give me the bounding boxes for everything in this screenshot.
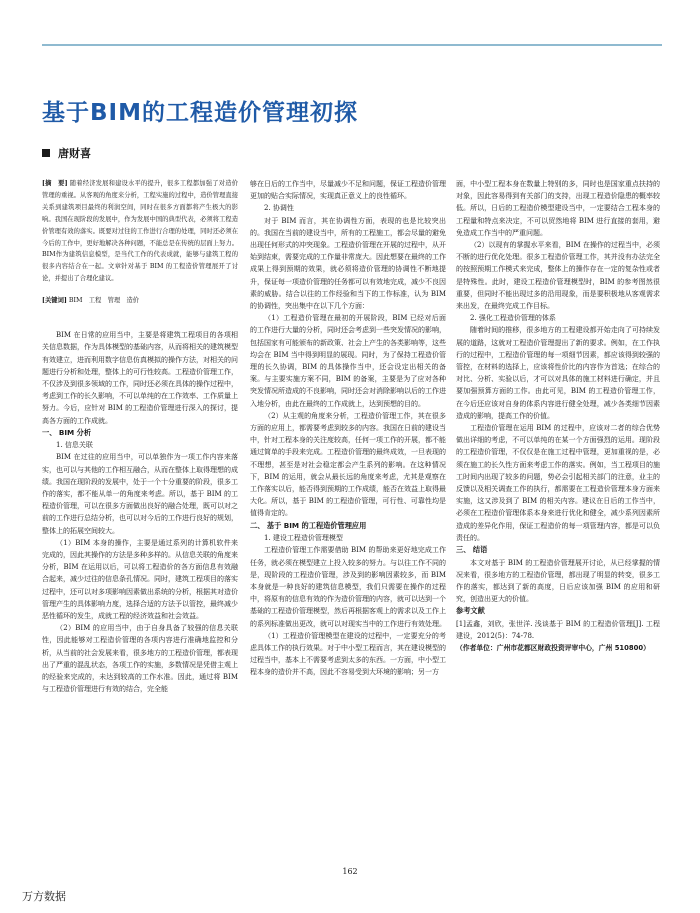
author-affiliation: （作者单位：广州市花都区财政投资评审中心，广州 510800） — [456, 644, 650, 653]
paragraph: BIM 在日常的应用当中，主要是将建筑工程项目的各项相关信息数据，作为具体模型的基础内容，从而将相关的建筑模型有效建立，进而利用数字信息仿真模拟的操作方法，对相关的问题进行分析和处理，整体上的可行性较高。工程造价管理工作，不仅涉及到很多领域的工作，同时还必须在具体的操作过程中，考虑到工作的长久影响，不可以单纯的在工作效率、工作质量上努力。今后，应针对 BIM 的工程造价管理进行深入的探讨，提高各方面的工作成就。 — [42, 331, 238, 425]
paragraph: 面，中小型工程本身在数量上特别的多，同时也是国家重点扶持的对象，因此容易得到有关部门的支持，出现工程造价隐患的概率较低。所以，日后的工程造价模型建设当中，一定要结合工程本身的工程量和特点来决定，不可以贸然地将 BIM 进行直接的套用，避免造成工作当中的严重问题。 — [456, 180, 660, 237]
bullet-square-icon — [42, 149, 50, 157]
column-3 — [456, 178, 660, 654]
paragraph: （2）从主观的角度来分析，工程造价管理工作，其在很多方面的应用上，都需要考虑到较多的内容。我国在日前的建设当中，针对工程本身的关注度较高，任何一项工作的开展，都不能通过简单的手段来完成。工程造价管理的最终成效，一旦表现的不理想，甚至是对社会稳定都会产生系列的影响。在这种情况下，BIM 的运用，就会从最长远的角度来考虑，尤其是观察在工作落实以后，能否得到预期的工作成绩，能否在效益上取得最大化。所以，基于 BIM 的工程造价管理，可行性、可靠性均是值得肯定的。 — [250, 411, 446, 518]
subsection-heading: 2. 强化工程造价管理的体系 — [470, 314, 556, 323]
page-number: 162 — [342, 867, 358, 876]
paragraph: 随着时间的推移，很多地方的工程建设都开始走向了可持续发展的道路，这就对工程造价管理提出了新的要求。例如，在工作执行的过程中，工程造价管理的每一项细节因素，都应该得到较强的管控，在材料的选择上，应该将性价比的内容作为首选；在综合的对比、分析、实验以后，才可以对具体的施工材料进行确定，并且要加强预算方面的工作。由此可见，BIM 的工程造价管理工作，在今后还应该对自身的体系内容进行健全处理，减少各类细节因素造成的影响，提高工作的价值。 — [456, 326, 660, 420]
subsection-heading: 1. 信息关联 — [56, 441, 93, 450]
keywords-text: BIM 工程 管理 造价 — [68, 297, 140, 305]
paragraph: 工程造价管理工作需要借助 BIM 的帮助来更好地完成工作任务，就必须在模型建立上投入较多的努力。与以往工作不同的是，现阶段的工程造价管理，涉及到的影响因素较多，而 BIM 本身就是一种良好的建筑信息模型，我们只需要在操作的过程中，将原有的信息有效的作为造价管理的内容，就可以达到一个基础的工程造价管理模型，然后再根据客观上的需求以及工作上的系列标准做出更改，就可以对现实当中的工作进行有效处理。 — [250, 546, 446, 628]
header-rule — [42, 44, 662, 46]
paragraph: （1）工程造价管理在最初的开展阶段，BIM 已经对后面的工作进行大量的分析，同时还会考虑到一些突发情况的影响，包括国家有可能颁布的新政策、社会上产生的各类影响等，这些均会在 BIM 当中得到明显的展现。同时，为了保持工程造价管理的长久协调，BIM 的具体操作当中，还会设定出相关的备案。与主要实施方案不同，BIM 的备案，主要是为了应对各种突发情况所造成的不良影响，同时还会对消除影响以后的工作进入地分析，由此在最终的工作成就上，达到预想的目的。 — [250, 314, 446, 408]
references-heading: 参考文献 — [456, 606, 485, 616]
keywords — [42, 295, 238, 307]
author-name: 唐财喜 — [58, 147, 91, 160]
subsection-heading: 1. 建设工程造价管理模型 — [264, 534, 343, 543]
author-line — [42, 145, 91, 161]
reference-item: [1]孟鑫，刘欣，张世洋. 浅谈基于 BIM 的工程造价管理[J]. 工程建设，2012(5)：74-78. — [456, 619, 660, 640]
paragraph: （1）BIM 本身的操作，主要是通过系列的计算机软件来完成的，因此其操作的方法是多种多样的。从信息关联的角度来分析，BIM 在运用以后，可以将工程造价的各方面信息有效融合起来，减少过往的信息条孔情况。同时，建筑工程项目的落实过程中，还可以对多项影响因素做出系统的分析，根据其对造价管理产生的具体影响力度，选择合适的方法予以管控，最终减少恶性循环的发生，成就工程的经济效益和社会效益。 — [42, 538, 238, 621]
column-2 — [250, 178, 446, 679]
subsection-heading: 2. 协调性 — [264, 204, 294, 213]
keywords-label: [关键词] — [42, 297, 67, 305]
abstract — [42, 178, 238, 285]
paragraph: 本文对基于 BIM 的工程造价管理展开讨论，从已经掌握的情况来看，很多地方的工程造价管理，都出现了明显的转变，很多工作的落实，都达到了新的高度，日后应该加强 BIM 的应用和研究，创造出更大的价值。 — [456, 558, 660, 604]
section-heading: 三、 结语 — [456, 545, 488, 555]
abstract-text: 随着经济发展和建设水平的提升，很多工程都加强了对造价管理的重视。从客观的角度来分析，工程实施的过程中，造价管理直接关系到建筑项目最终的利润空间，同时在很多方面都将产生极大的影响。我国在现阶段的发展中，作为发展中国的典型代表，必须将工程造价管理有效的落实。既要对过往的工作进行合理的处理，同时还必须在今后的工作中，更好地解决各种问题，不能总是在传统的层面上努力。BIM作为建筑信息模型，是当代工作的代表成就，能够与建筑工程的很多内容结合在一起。文章针对基于 BIM 的工程造价管理展开了讨论，并提出了合理化建议。 — [42, 180, 238, 283]
section-heading: 二、 基于 BIM 的工程造价管理应用 — [250, 520, 367, 530]
paragraph: （2）BIM 的应用当中，由于自身具备了较强的信息关联性，因此能够对工程造价管理的各项内容进行准确地监控和分析，从当前的社会发展来看，很多地方的工程造价管理，都表现出了严重的混乱状态，各项工作的实施，多数情况是凭借主观上的经验来完成的，未达到较高的工作水准。因此，通过将 BIM 与工程造价管理进行有效的结合，完全能 — [42, 624, 238, 694]
abstract-label: [摘 要] — [42, 180, 68, 187]
article-title: 基于BIM的工程造价管理初探 — [42, 100, 358, 126]
paragraph: （2）以现有的掌握水平来看，BIM 在操作的过程当中，必须不断的进行优化处理。很多工程造价管理工作，其并没有办法完全的按照预期工作模式来完成，整体上的操作存在一定的复杂性或者是特殊性。此时，建设工程造价管理模型时，BIM 的参考图然很重要，但同时不能出现过多的沿用现象，而是要积极地从客观需求来出发，在最终完成工作目标。 — [456, 241, 660, 311]
paragraph: BIM 在过往的应用当中，可以单独作为一项工作内容来落实，也可以与其他的工作相互融合，从而在整体上取得理想的成绩。我国在现阶段的发展中，处于一个十分重要的阶段，很多工作的落实，都不能从单一的角度来考虑。所以，基于 BIM 的工程造价管理，可以在很多方面做出良好的融合处理，既可以对之前的工作进行总结分析，也可以对今后的工作进行良好的规划，整体上的拓展空间较大。 — [42, 453, 238, 535]
paragraph: 够在日后的工作当中，尽量减少不足和问题，保证工程造价管理更加的贴合实际情况，实现真正意义上的良性循环。 — [250, 180, 446, 201]
paragraph: （1）工程造价管理模型在建设的过程中，一定要充分的考虑具体工作的执行效果。对于中小型工程而言，其在建设模型的过程当中，基本上不需要考虑到太多的东西。一方面，中小型工程本身的造价并不高，因此不容易受到大环境的影响；另一方 — [250, 631, 446, 677]
paragraph: 工程造价管理在运用 BIM 的过程中，应该对二者的综合优势做出详细的考虑，不可以单纯的在某一个方面强烈的运用。现阶段的工程造价管理，不仅仅是在施工过程中管理，更加重视的是，必须在施工的长久性方面来考虑工作的落实。例如，当工程项目的施工时间内出现了较多的问题，势必会引起相关部门的注意，业主的反馈以及相关调查工作的执行，都需要在工程造价管理本身方面来实施，这又涉及到了 BIM 的相关内容。建议在日后的工作当中，必须在工程造价管理体系本身来进行优化和健全，减少系列因素所造成的差异化作用，保证工程造价的每一项管理内容，都是可以负责任的。 — [456, 424, 660, 542]
watermark: 万方数据 — [22, 890, 66, 903]
column-1 — [42, 178, 238, 695]
section-heading: 一、 BIM 分析 — [42, 427, 92, 437]
paragraph: 对于 BIM 而言，其在协调性方面，表现的也是比较突出的。我国在当前的建设当中，所有的工程施工，都会尽量的避免出现任何形式的冲突现象。工程造价管理在开展的过程中，从开始到结束，需要完成的工作量非常庞大。因此想要在最终的工作成果上得到预期的效果，就必须将造价管理的协调性不断地提升，保证每一项造价管理的任务都可以有效地完成，减少不良因素的威胁。结合以往的工作经验和当下的工作标准，认为 BIM 的协调性，突出集中在以下几个方面： — [250, 216, 446, 311]
